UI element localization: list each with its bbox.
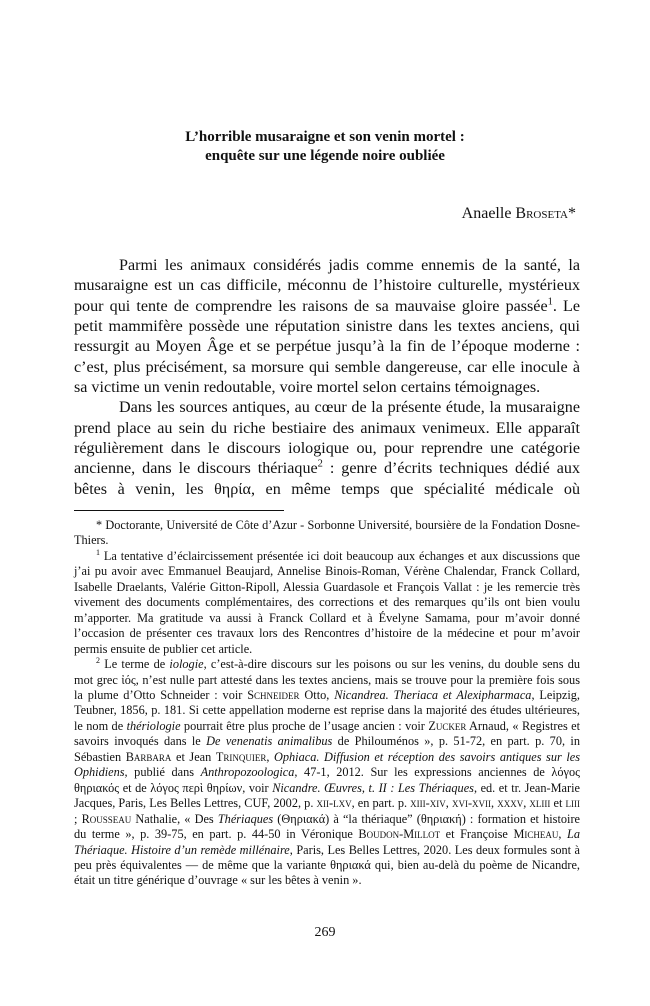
paragraph-2-text: Dans les sources antiques, au cœur de la présente étude, la musaraigne prend place au sein du riche bestiaire des animaux venimeux. Elle apparaît régulièrement dans le discours iologique ou, pour reprendre une catégorie ancienne, dans le discours thériaque bbox=[74, 399, 580, 478]
paragraph-1-text: Parmi les animaux considérés jadis comme ennemis de la santé, la musaraigne est un cas difficile, méconnu de l’histoire culturelle, mystérieux pour qui tente de comprendre les raisons de sa mauvaise gloire passée bbox=[74, 257, 580, 315]
footnote-ref-1: 1 bbox=[547, 296, 553, 308]
author-byline bbox=[462, 204, 576, 224]
footnote-2-text: et Jean bbox=[171, 749, 216, 764]
footnote-2-text: , bbox=[558, 827, 567, 842]
page-number: 269 bbox=[314, 925, 336, 940]
journal-title: Anthropozoologica bbox=[200, 765, 295, 780]
author-name: Schneider bbox=[247, 687, 300, 702]
footnote-2-text: Le terme de bbox=[104, 657, 170, 672]
author-name: Zucker bbox=[428, 718, 467, 733]
page-range: xiii-xiv, xvi-xvii, xxxv, xliii bbox=[410, 796, 551, 811]
footnote-1-text: La tentative d’éclaircissement présentée ici doit beaucoup aux échanges et aux discussions que j’ai pu avoir avec Emmanuel Beaujard, Annelise Binois-Roman, Vérène Chalendar, Franck Collard, Isabelle Draelants, Valérie Gitton-Ripoll, Alessia Guardasole et François Vallat : je les remercie très vivement des documents complémentaires, des corrections et des remarques qu’ils ont bien voulu m’apporter. Ma gratitude va aussi à Franck Collard et à Évelyne Samama, pour m’avoir donné l’occasion de présenter ces travaux lors des Rencontres d’histoire de la médecine et pour m’avoir permis ensuite de publier cet article. bbox=[74, 548, 580, 656]
footnote-2-text: Nathalie, « Des bbox=[131, 811, 218, 826]
work-title: La Thériaque. Histoire d’un remède millénaire bbox=[74, 827, 580, 857]
title-line-1: L’horrible musaraigne et son venin mortel : bbox=[185, 129, 465, 145]
footnote-2-text: ; bbox=[74, 811, 82, 826]
footnote-2-text: pourrait être plus proche de l’usage ancien : voir bbox=[180, 718, 429, 733]
footnote-1 bbox=[74, 549, 580, 657]
page-range: xii-lxv bbox=[316, 796, 352, 811]
author-name: Barbara bbox=[125, 749, 172, 764]
author-name: Trinquier bbox=[215, 749, 267, 764]
footnote-2-mark: 2 bbox=[96, 655, 100, 665]
footnote-2-text: Otto, bbox=[299, 687, 335, 702]
title-line-2: enquête sur une légende noire oubliée bbox=[205, 148, 445, 164]
footnote-2-text: , bbox=[266, 749, 274, 764]
footnote-2-text: , c’est-à-dire discours sur les poisons ou sur les venins, du double sens du mot grec ἰός, n’est nulle part attesté dans les textes anciens, mais se trouve pour la première fois sous la plume d’Otto Schneider : voir bbox=[74, 657, 580, 702]
author-footnote-mark: * bbox=[568, 205, 576, 222]
footnote-2-text: , Paris, Les Belles Lettres, 2020. Les deux formules sont à peu près équivalentes — de même que la variante θηριακά qui, bien au-delà du poème de Nicandre, était un titre générique d’ouvrage « sur les bêtes à venin ». bbox=[74, 842, 581, 888]
footnote-star-text: Doctorante, Université de Côte d’Azur - Sorbonne Université, boursière de la Fondation Dosne-Thiers. bbox=[74, 518, 581, 548]
term-theriologie: thériologie bbox=[126, 718, 181, 733]
footnote-2-text: , en part. p. bbox=[351, 796, 411, 811]
footnote-2-text: Arnaud, « Registres et savoirs invoqués dans le bbox=[74, 718, 581, 749]
author-name: Boudon-Millot bbox=[358, 827, 441, 842]
article-title bbox=[0, 128, 650, 166]
footnote-2-text: , ed. et tr. Jean-Marie Jacques, Paris, Les Belles Lettres, CUF, 2002, p. bbox=[74, 780, 580, 811]
footnote-star-mark: * bbox=[96, 518, 103, 532]
work-title: De venenatis animalibus bbox=[206, 734, 333, 749]
footnote-2-text: , 47-1, 2012. Sur les expressions anciennes de λόγος θηριακός et de λόγος περὶ θηρίων, voir bbox=[74, 765, 580, 795]
paragraph-1-text-rest: . Le petit mammifère possède une réputation sinistre dans les textes anciens, qui ressurgit au Moyen Âge et se perpétue jusqu’à la fin de l’époque moderne : c’est, plus précisément, sa morsure qui semble dangereuse, car elle inocule à sa victime un venin redoutable, voire mortel selon certains témoignages. bbox=[74, 297, 580, 397]
footnote-2-text: (Θηριακά) à “la thériaque” (θηριακή) : formation et histoire du terme », p. 39-75, en part. p. 44-50 in Véronique bbox=[74, 811, 580, 842]
paragraph-1 bbox=[74, 256, 580, 398]
footnote-2-text: et bbox=[550, 796, 566, 811]
footnote-2-text: publié dans bbox=[127, 765, 201, 780]
footnote-2-text: de Philouménos », p. 51-72, en part. p. 70, in Sébastien bbox=[74, 734, 580, 764]
footnote-separator bbox=[74, 510, 284, 511]
work-title: Nicandrea. Theriaca et Alexipharmaca bbox=[334, 687, 532, 702]
footnote-star bbox=[74, 518, 580, 549]
work-title: Thériaques bbox=[217, 811, 274, 826]
footnote-1-mark: 1 bbox=[96, 547, 100, 557]
footnote-2-text: et Françoise bbox=[440, 827, 514, 842]
term-iologie: iologie bbox=[169, 657, 204, 672]
author-first-name: Anaelle bbox=[461, 205, 512, 222]
footnote-2 bbox=[74, 657, 580, 889]
footnote-2-text: , Leipzig, Teubner, 1856, p. 181. Si cette appellation moderne est reprise dans la majorité des études ultérieures, le nom de bbox=[74, 687, 581, 733]
author-name: Micheau bbox=[513, 827, 559, 842]
page-range: liii bbox=[565, 796, 580, 811]
footnote-ref-2: 2 bbox=[317, 459, 323, 471]
footnotes bbox=[74, 518, 580, 889]
work-title: Ophiaca. Diffusion et réception des savoirs antiques sur les Ophidiens, bbox=[74, 749, 580, 780]
body-text bbox=[74, 256, 580, 500]
paragraph-2-text-rest: : genre d’écrits techniques dédié aux bêtes à venin, les θηρία, en même temps que spécialité médicale où bbox=[74, 460, 580, 498]
author-last-name: Broseta bbox=[515, 205, 568, 222]
work-title: Nicandre. Œuvres, t. II : Les Thériaques bbox=[272, 780, 474, 795]
paragraph-2 bbox=[74, 398, 580, 500]
author-name: Rousseau bbox=[81, 811, 132, 826]
